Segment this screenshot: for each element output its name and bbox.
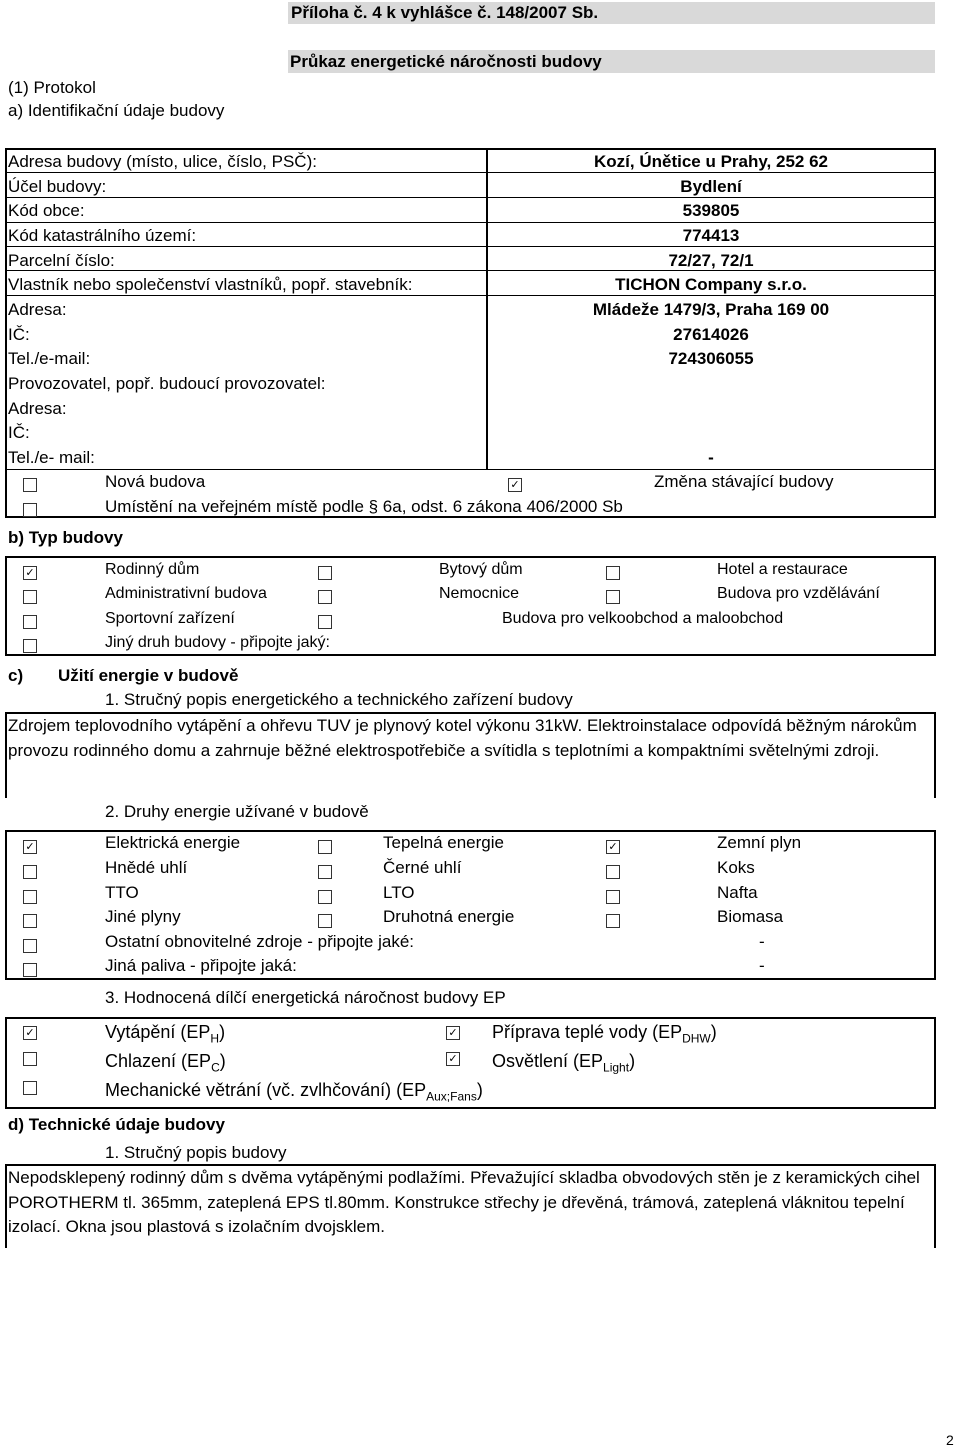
label-ep-cooling	[105, 1051, 226, 1075]
value-owner-contact: 724306055	[668, 349, 754, 368]
ep-close: )	[629, 1051, 636, 1071]
label-other-fuel: Jiná paliva - připojte jaká:	[105, 956, 297, 975]
ep-heating-sub: H	[210, 1031, 220, 1046]
ep-cooling-sub: C	[211, 1060, 220, 1075]
label-apartment-house: Bytový dům	[439, 561, 523, 578]
section-b-heading: b) Typ budovy	[8, 528, 123, 547]
checkbox-sport[interactable]	[23, 615, 37, 629]
label-hotel: Hotel a restaurace	[717, 561, 848, 578]
row-line	[6, 197, 935, 198]
value-owner-id: 27614026	[673, 325, 749, 344]
value-purpose: Bydlení	[680, 177, 742, 196]
label-other-type: Jiný druh budovy - připojte jaký:	[105, 634, 330, 651]
label-other-gases: Jiné plyny	[105, 907, 181, 926]
ep-close: )	[219, 1051, 226, 1071]
checkbox-secondary-energy[interactable]	[318, 914, 332, 928]
value-other-fuel: -	[759, 956, 765, 975]
label-brown-coal: Hnědé uhlí	[105, 858, 188, 877]
section-c-heading: Užití energie v budově	[58, 666, 239, 685]
label-owner-address: Adresa:	[8, 300, 67, 319]
label-sport: Sportovní zařízení	[105, 610, 235, 627]
checkbox-ep-heating[interactable]: ✓	[23, 1026, 37, 1040]
value-owner: TICHON Company s.r.o.	[615, 275, 807, 294]
checkbox-hotel[interactable]	[606, 566, 620, 580]
label-electricity: Elektrická energie	[105, 833, 241, 852]
checkbox-coke[interactable]	[606, 865, 620, 879]
label-coke: Koks	[717, 858, 755, 877]
label-owner-id: IČ:	[8, 325, 30, 344]
checkbox-ep-lighting[interactable]: ✓	[446, 1052, 460, 1066]
checkbox-other-gases[interactable]	[23, 914, 37, 928]
checkbox-natural-gas[interactable]: ✓	[606, 840, 620, 854]
ep-ventilation-sub: Aux;Fans	[426, 1089, 477, 1104]
checkbox-new-building[interactable]	[23, 478, 37, 492]
checkbox-biomass[interactable]	[606, 914, 620, 928]
value-owner-address: Mládeže 1479/3, Praha 169 00	[592, 300, 830, 319]
label-operator-address: Adresa:	[8, 399, 67, 418]
label-purpose: Účel budovy:	[8, 177, 107, 196]
section-d-heading: d) Technické údaje budovy	[8, 1115, 225, 1134]
energy-sub2: 2. Druhy energie užívané v budově	[105, 802, 369, 821]
value-other-renewable: -	[759, 932, 765, 951]
label-other-renewable: Ostatní obnovitelné zdroje - připojte jaké:	[105, 932, 415, 951]
value-parcel: 72/27, 72/1	[668, 251, 754, 270]
ep-close: )	[710, 1022, 717, 1042]
label-parcel: Parcelní číslo:	[8, 251, 115, 270]
checkbox-heat[interactable]	[318, 840, 332, 854]
label-tto: TTO	[105, 883, 139, 902]
checkbox-apartment-house[interactable]	[318, 566, 332, 580]
section-c-letter: c)	[8, 666, 24, 685]
description-left-line	[5, 712, 7, 798]
checkbox-ep-ventilation[interactable]	[23, 1081, 37, 1095]
ep-ventilation-text: Mechanické větrání (vč. zvlhčování) (EP	[105, 1080, 427, 1100]
ep-hot-water-sub: DHW	[682, 1031, 711, 1046]
value-municipality-code: 539805	[682, 201, 740, 220]
label-address: Adresa budovy (místo, ulice, číslo, PSČ):	[8, 152, 317, 171]
ep-close: )	[476, 1080, 483, 1100]
ep-lighting-text: Osvětlení (EP	[492, 1051, 604, 1071]
energy-description: Zdrojem teplovodního vytápění a ohřevu TUV je plynový kotel výkonu 31kW. Elektroinstalace odpovídá běžným nárokům provozu rodinného domu a zahrnuje běžné elektrospotřebiče a svítidla s teplotními a kompaktními světelnými zdroji.	[8, 716, 917, 760]
label-ep-heating	[105, 1022, 225, 1046]
label-operator-id: IČ:	[8, 423, 30, 442]
label-administrative: Administrativní budova	[105, 585, 267, 602]
checkbox-ep-hot-water[interactable]: ✓	[446, 1026, 460, 1040]
checkbox-administrative[interactable]	[23, 590, 37, 604]
tech-description-right-line	[934, 1164, 936, 1248]
technical-description: Nepodsklepený rodinný dům s dvěma vytápěnými podlažími. Převažující skladba obvodových stěn je z keramických cihel POROTHERM tl. 365mm, zateplená EPS tl.80mm. Konstrukce střechy je dřevěná, trámová, zateplená vláknitou tepelní izolací. Okna jsou plastová s izolačním dvojsklem.	[8, 1168, 920, 1236]
label-owner-contact: Tel./e-mail:	[8, 349, 91, 368]
label-biomass: Biomasa	[717, 907, 784, 926]
value-cadastral-code: 774413	[682, 226, 740, 245]
label-ep-ventilation	[105, 1080, 483, 1104]
checkbox-brown-coal[interactable]	[23, 865, 37, 879]
description-right-line	[934, 712, 936, 798]
tech-description-left-line	[5, 1164, 7, 1248]
label-lto: LTO	[383, 883, 415, 902]
label-secondary-energy: Druhotná energie	[383, 907, 515, 926]
row-line	[6, 295, 935, 296]
checkbox-other-renewable[interactable]	[23, 939, 37, 953]
checkbox-electricity[interactable]: ✓	[23, 840, 37, 854]
ep-lighting-sub: Light	[603, 1060, 630, 1075]
technical-sub1: 1. Stručný popis budovy	[105, 1143, 287, 1162]
row-line	[6, 469, 935, 470]
row-line	[6, 172, 935, 173]
label-family-house: Rodinný dům	[105, 561, 200, 578]
checkbox-tto[interactable]	[23, 890, 37, 904]
checkbox-black-coal[interactable]	[318, 865, 332, 879]
checkbox-other-type[interactable]	[23, 639, 37, 653]
checkbox-family-house[interactable]: ✓	[23, 566, 37, 580]
checkbox-lto[interactable]	[318, 890, 332, 904]
ep-heating-text: Vytápění (EP	[105, 1022, 211, 1042]
protocol-label: (1) Protokol	[8, 78, 96, 97]
energy-sub3: 3. Hodnocená dílčí energetická náročnost budovy EP	[105, 988, 506, 1007]
checkbox-diesel[interactable]	[606, 890, 620, 904]
label-operator: Provozovatel, popř. budoucí provozovatel:	[8, 374, 326, 393]
label-municipality-code: Kód obce:	[8, 201, 85, 220]
row-line	[6, 246, 935, 247]
label-new-building: Nová budova	[105, 472, 206, 491]
page-title: Průkaz energetické náročnosti budovy	[290, 52, 602, 71]
label-hospital: Nemocnice	[439, 585, 520, 602]
label-diesel: Nafta	[717, 883, 758, 902]
label-cadastral-code: Kód katastrálního území:	[8, 226, 197, 245]
value-operator-contact: -	[708, 448, 714, 467]
energy-sub1: 1. Stručný popis energetického a technického zařízení budovy	[105, 690, 573, 709]
checkbox-public-place[interactable]	[23, 503, 37, 517]
ep-close: )	[219, 1022, 226, 1042]
label-heat: Tepelná energie	[383, 833, 504, 852]
checkbox-change-building[interactable]: ✓	[508, 478, 522, 492]
checkbox-other-fuel[interactable]	[23, 963, 37, 977]
label-education: Budova pro vzdělávání	[717, 585, 880, 602]
label-operator-contact: Tel./e- mail:	[8, 448, 95, 467]
ep-hot-water-text: Příprava teplé vody (EP	[492, 1022, 683, 1042]
page-number: 2	[946, 1432, 954, 1448]
value-address: Kozí, Únětice u Prahy, 252 62	[594, 152, 828, 171]
checkbox-retail[interactable]	[318, 615, 332, 629]
label-owner: Vlastník nebo společenství vlastníků, popř. stavebník:	[8, 275, 413, 294]
checkbox-ep-cooling[interactable]	[23, 1052, 37, 1066]
row-line	[6, 222, 935, 223]
checkbox-hospital[interactable]	[318, 590, 332, 604]
label-retail: Budova pro velkoobchod a maloobchod	[502, 610, 784, 627]
attachment-note: Příloha č. 4 k vyhlášce č. 148/2007 Sb.	[291, 3, 599, 22]
label-natural-gas: Zemní plyn	[717, 833, 802, 852]
label-ep-lighting	[492, 1051, 635, 1075]
label-ep-hot-water	[492, 1022, 717, 1046]
label-public-place: Umístění na veřejném místě podle § 6a, odst. 6 zákona 406/2000 Sb	[105, 497, 623, 516]
label-black-coal: Černé uhlí	[383, 858, 462, 877]
ep-cooling-text: Chlazení (EP	[105, 1051, 212, 1071]
label-change-building: Změna stávající budovy	[654, 472, 834, 491]
checkbox-education[interactable]	[606, 590, 620, 604]
section-a-heading: a) Identifikační údaje budovy	[8, 101, 225, 120]
